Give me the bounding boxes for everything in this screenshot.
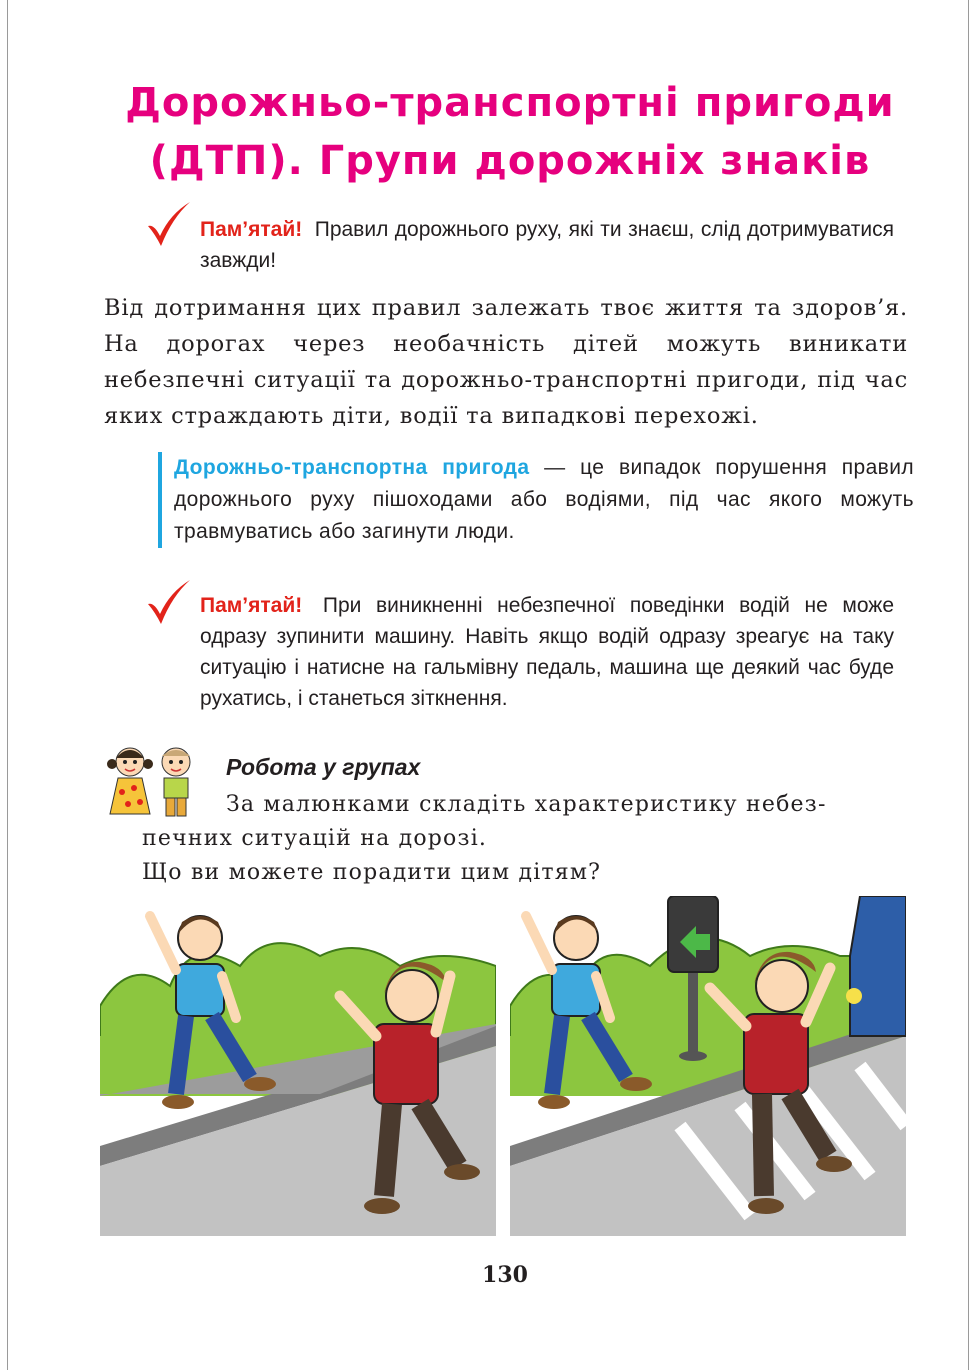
remember-note-2 xyxy=(200,590,894,714)
task-text-line-2: печних ситуацій на дорозі. xyxy=(142,826,488,851)
task-text-line-1: За малюнками складіть характеристику небез- xyxy=(226,792,827,817)
page-edge-left xyxy=(7,0,8,1370)
remember-label: Пам’ятай! xyxy=(200,594,303,617)
page-title xyxy=(100,74,920,190)
page-edge-right xyxy=(968,0,969,1370)
main-paragraph: Від дотримання цих правил залежать твоє життя та здоров’я. На дорогах через необачність дітей можуть виникати небезпечні ситуації та дорожньо-транспортні пригоди, під час яких страждають діти, водії та випадкові перехожі. xyxy=(104,295,908,429)
checkmark-icon xyxy=(144,578,192,626)
page-number: 130 xyxy=(482,1262,528,1288)
definition-box xyxy=(158,452,914,548)
remember-text: Правил дорожнього руху, які ти знаєш, слід дотримуватися завжди! xyxy=(200,218,894,272)
boy-running-to-crosswalk-picture xyxy=(510,896,906,1236)
remember-note-1 xyxy=(200,214,894,276)
children-group-icon xyxy=(100,742,210,822)
checkmark-icon xyxy=(144,200,192,248)
definition-term: Дорожньо-транспортна пригода xyxy=(174,456,530,479)
remember-label: Пам’ятай! xyxy=(200,218,303,241)
title-line-2: (ДТП). Групи дорожніх знаків xyxy=(149,138,871,184)
definition-text: — це випадок порушення правил дорожнього руху пішоходами або водіями, під час якого можуть травмуватись або загинути люди. xyxy=(174,456,914,543)
task-heading: Робота у групах xyxy=(226,754,421,780)
remember-text: При виникненні небезпечної поведінки водій не може одразу зупинити машину. Навіть якщо водій одразу зреагує на таку ситуацію і натисне на гальмівну педаль, машина ще деякий час буде рухатись, і станеться зіткнення. xyxy=(200,594,894,710)
boys-on-sidewalk-picture xyxy=(100,896,496,1236)
title-line-1: Дорожньо-транспортні пригоди xyxy=(125,80,895,126)
task-question: Що ви можете порадити цим дітям? xyxy=(142,860,602,885)
